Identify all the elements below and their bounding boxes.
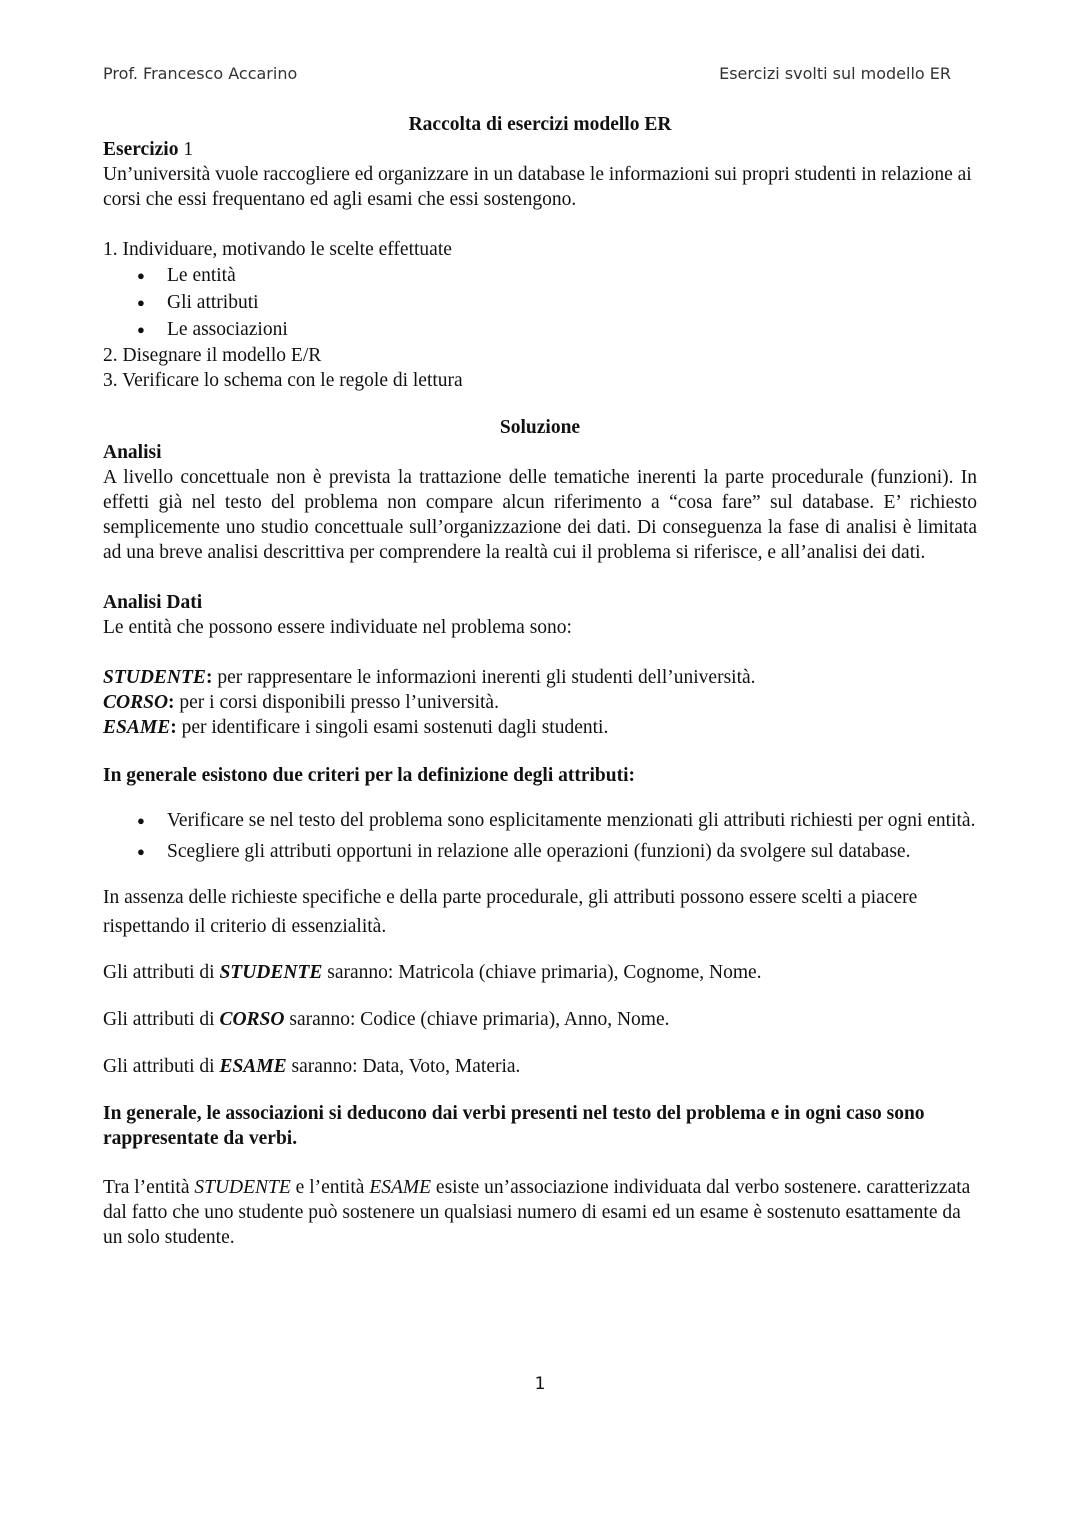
- page-number: 1: [534, 1374, 546, 1394]
- assoc-entity: STUDENTE: [194, 1177, 291, 1198]
- entity-desc: per i corsi disponibili presso l’università.: [179, 692, 499, 713]
- data-analysis-heading: Analisi Dati: [103, 592, 203, 613]
- exercise-intro: Un’università vuole raccogliere ed organizzare in un database le informazioni sui propri studenti in relazione ai corsi che essi frequentano ed agli esami che essi sostengono.: [103, 164, 972, 210]
- entity-esame: ESAME: per identificare i singoli esami sostenuti dagli studenti.: [103, 717, 609, 738]
- exercise-number: 1: [183, 139, 194, 160]
- entity-list: [103, 665, 977, 740]
- attr-suffix: saranno: Data, Voto, Materia.: [291, 1056, 521, 1077]
- attr-suffix: saranno: Codice (chiave primaria), Anno, Nome.: [289, 1009, 670, 1030]
- entity-corso: CORSO: per i corsi disponibili presso l’università.: [103, 692, 499, 713]
- list-item: ● Le entità: [103, 262, 977, 289]
- entity-desc: per rappresentare le informazioni inerenti gli studenti dell’università.: [217, 667, 756, 688]
- list-item: ● Verificare se nel testo del problema sono esplicitamente menzionati gli attributi richiesti per ogni entità.: [103, 806, 977, 835]
- list-item: ● Gli attributi: [103, 289, 977, 316]
- assoc-entity: ESAME: [369, 1177, 432, 1198]
- assoc-part: Tra l’entità: [103, 1177, 190, 1198]
- step-1: 1. Individuare, motivando le scelte effettuate: [103, 239, 452, 260]
- document-title: Raccolta di esercizi modello ER: [408, 114, 672, 135]
- attr-prefix: Gli attributi di: [103, 1009, 215, 1030]
- analysis-text: A livello concettuale non è prevista la trattazione delle tematiche inerenti la parte procedurale (funzioni). In effetti già nel testo del problema non compare alcun riferimento a “cosa fare” sul database. E’ richiesto semplicemente uno studio concettuale sull’organizzazione dei dati. Di conseguenza la fase di analisi è limitata ad una breve analisi descrittiva per comprendere la realtà cui il problema si riferisce, e all’analisi dei dati.: [103, 467, 977, 563]
- exercise-heading: [103, 137, 977, 162]
- attr-entity: STUDENTE: [219, 962, 323, 983]
- list-item: ● Le associazioni: [103, 316, 977, 343]
- entity-name: STUDENTE: [103, 667, 206, 688]
- list-item: ● Scegliere gli attributi opportuni in relazione alle operazioni (funzioni) da svolgere sul database.: [103, 837, 977, 866]
- header-author: Prof. Francesco Accarino: [103, 64, 298, 83]
- entity-studente: STUDENTE: per rappresentare le informazioni inerenti gli studenti dell’università.: [103, 667, 756, 688]
- entity-desc: per identificare i singoli esami sostenuti dagli studenti.: [181, 717, 609, 738]
- header-doc-title: Esercizi svolti sul modello ER: [719, 64, 951, 83]
- entities-intro: Le entità che possono essere individuate nel problema sono:: [103, 617, 572, 638]
- entity-name: CORSO: [103, 692, 169, 713]
- attr-prefix: Gli attributi di: [103, 962, 215, 983]
- step-1-list: [103, 262, 977, 343]
- attr-entity: ESAME: [219, 1056, 287, 1077]
- attr-suffix: saranno: Matricola (chiave primaria), Cognome, Nome.: [327, 962, 762, 983]
- attributes-studente: [103, 960, 977, 985]
- absence-text: In assenza delle richieste specifiche e della parte procedurale, gli attributi possono essere scelti a piacere rispettando il criterio di essenzialità.: [103, 887, 918, 937]
- assoc-part: e l’entità: [295, 1177, 365, 1198]
- step-2: 2. Disegnare il modello E/R: [103, 345, 322, 366]
- attributes-corso: [103, 1007, 977, 1032]
- associations-heading: In generale, le associazioni si deducono dai verbi presenti nel testo del problema e in ogni caso sono rappresentate da verbi.: [103, 1103, 925, 1149]
- analysis-heading: Analisi: [103, 442, 162, 463]
- attr-entity: CORSO: [219, 1009, 285, 1030]
- attributes-esame: [103, 1054, 977, 1079]
- criteria-heading: In generale esistono due criteri per la definizione degli attributi:: [103, 765, 636, 786]
- solution-title: Soluzione: [499, 417, 581, 438]
- association-text: [103, 1175, 977, 1250]
- criteria-list: [103, 806, 977, 866]
- exercise-label: Esercizio: [103, 139, 179, 160]
- assoc-part: esiste un’associazione individuata dal verbo sostenere. caratterizzata dal fatto che uno studente può sostenere un qualsiasi numero di esami ed un esame è sostenuto esattamente da un solo studente.: [103, 1177, 971, 1248]
- entity-name: ESAME: [103, 717, 171, 738]
- attr-prefix: Gli attributi di: [103, 1056, 215, 1077]
- step-3: 3. Verificare lo schema con le regole di lettura: [103, 370, 463, 391]
- document-body: [103, 112, 977, 1250]
